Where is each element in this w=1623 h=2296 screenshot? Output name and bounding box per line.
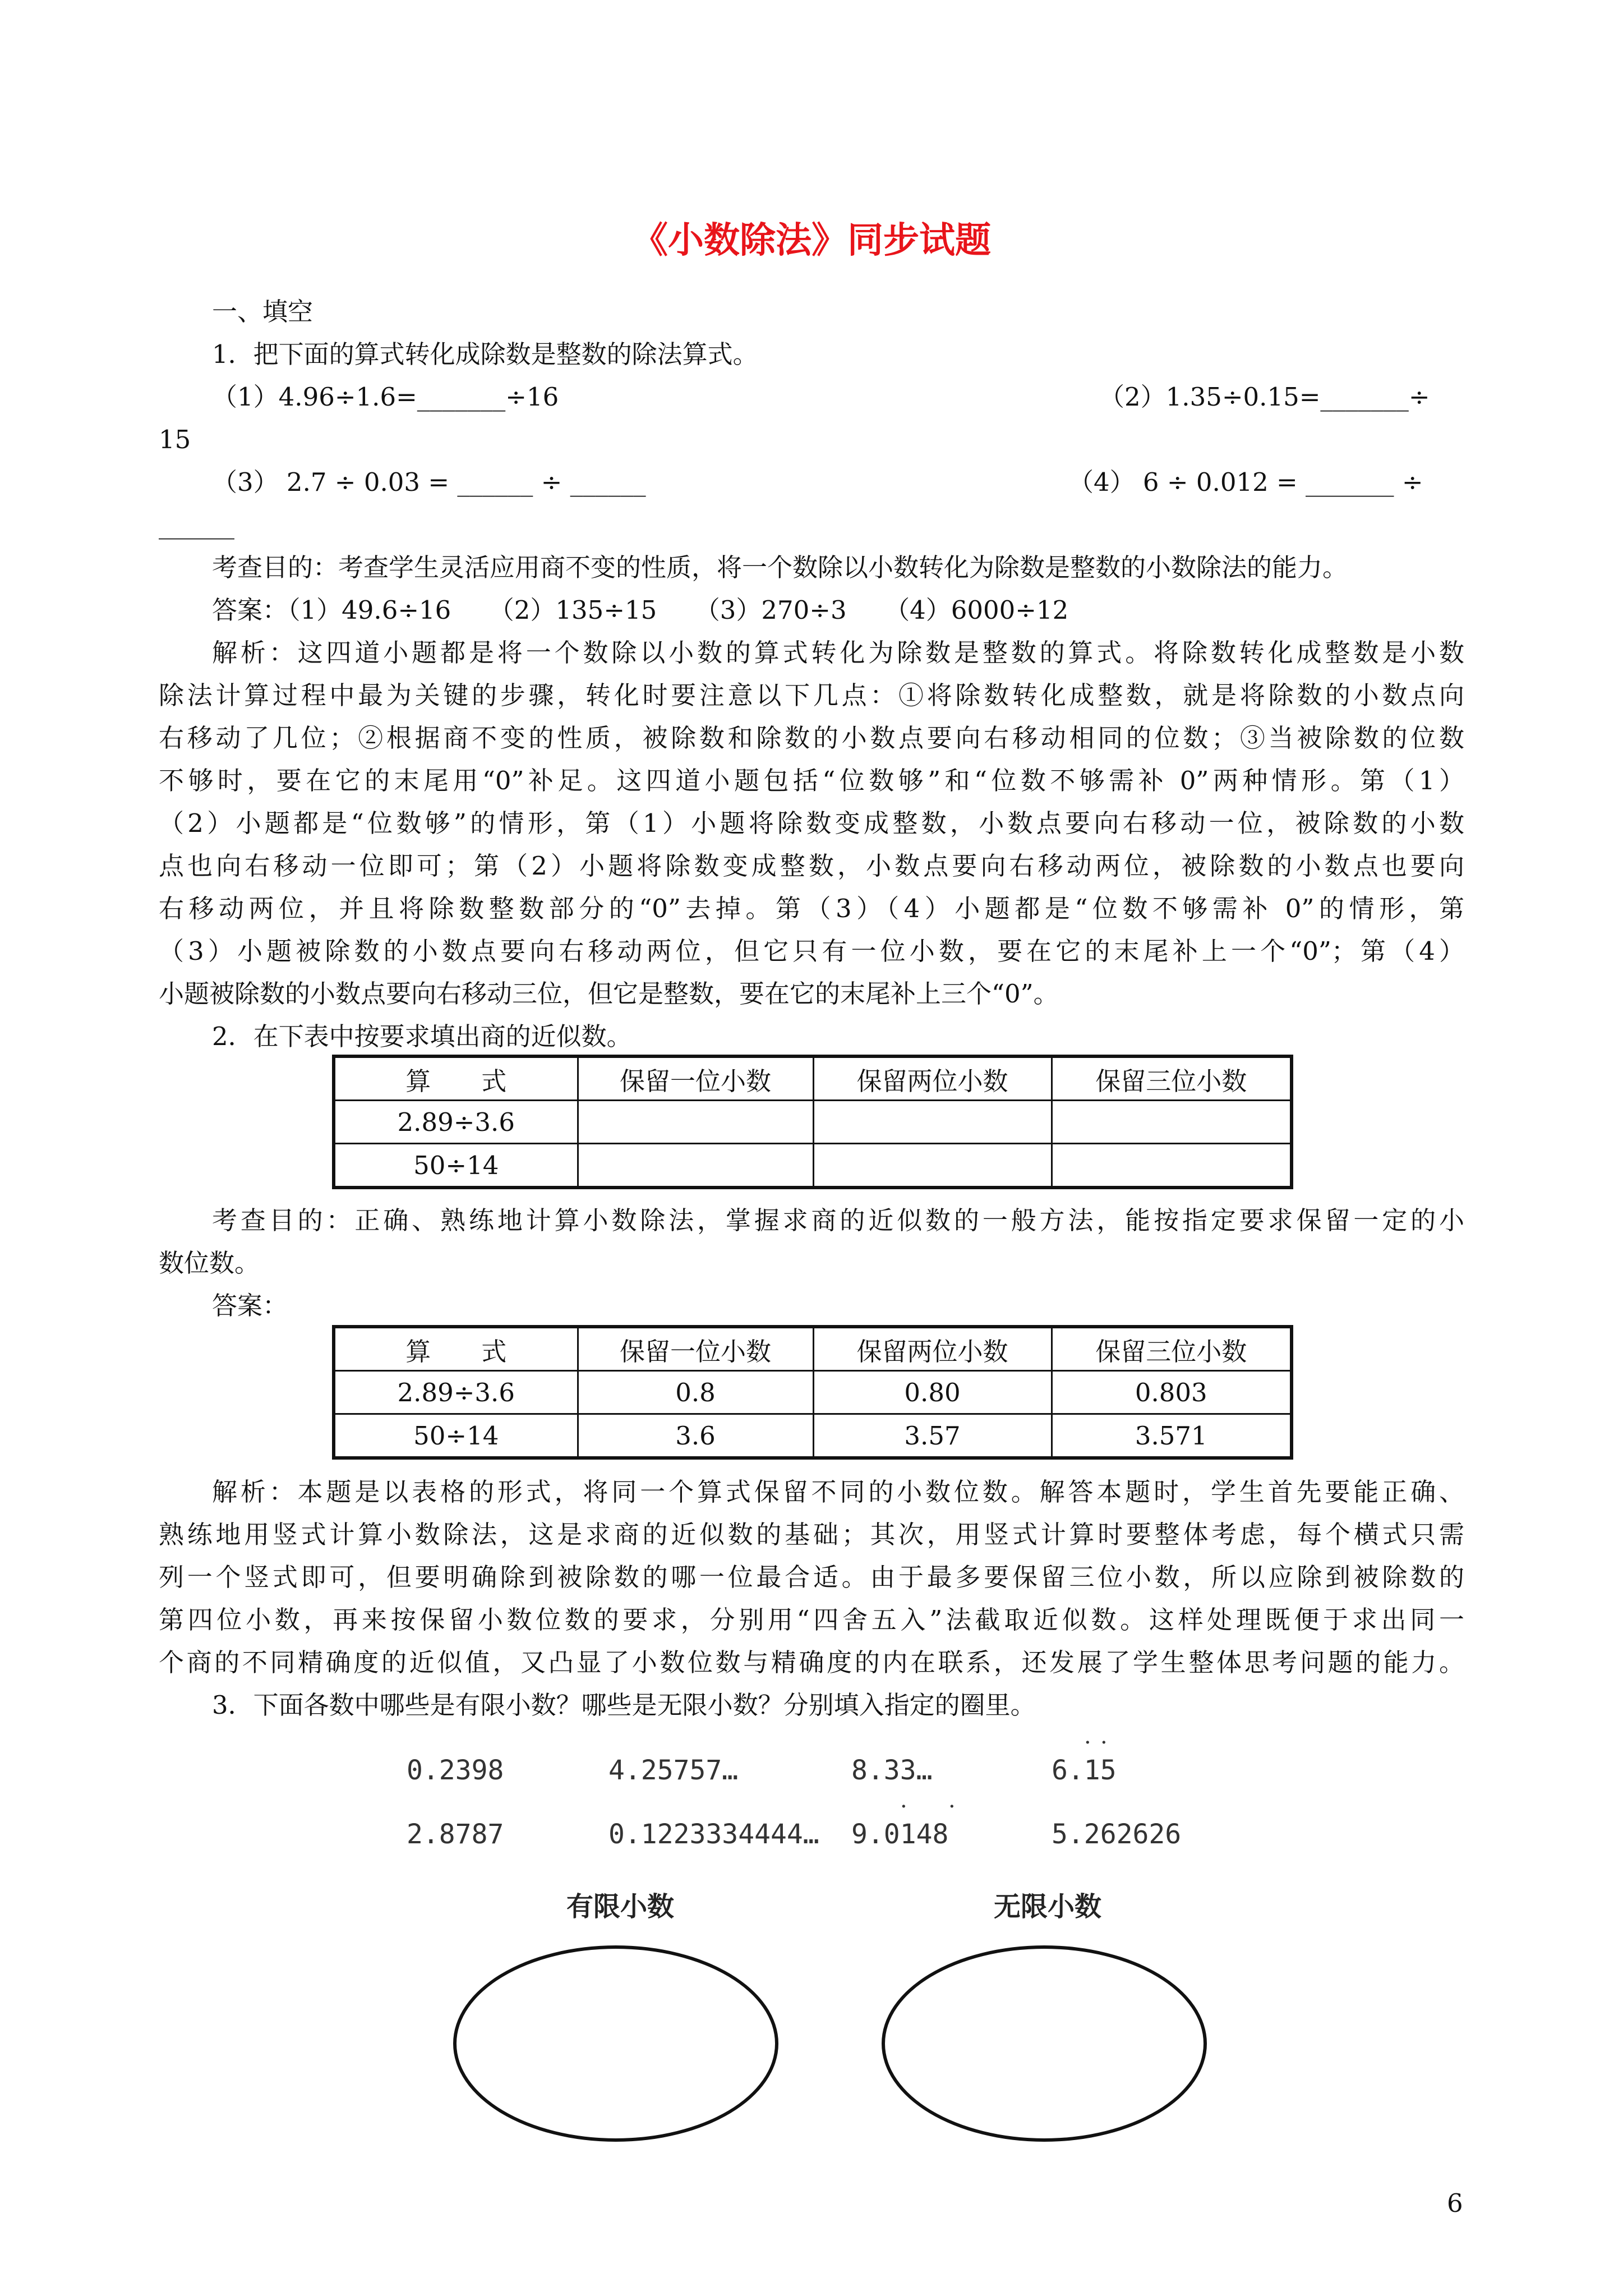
q1-analysis-line: 除法计算过程中最为关键的步骤，转化时要注意以下几点：①将除数转化成整数，就是将除数的小数点向 — [159, 680, 1464, 710]
infinite-decimals-label: 无限小数 — [994, 1891, 1102, 1922]
table-header-cell: 保留两位小数 — [813, 1056, 1052, 1101]
q1-item-2-cont: 15 — [159, 425, 191, 454]
q2-purpose-cont: 数位数。 — [159, 1248, 260, 1278]
finite-decimals-label: 有限小数 — [566, 1891, 675, 1922]
table-cell-blank — [813, 1101, 1052, 1144]
table-header-row — [334, 1056, 1292, 1101]
recurring-dot: · — [948, 1794, 956, 1820]
table-cell: 3.571 — [1052, 1414, 1292, 1458]
table-header-cell: 算 式 — [334, 1327, 578, 1371]
table-row — [334, 1144, 1292, 1188]
q2-analysis-line: 个商的不同精确度的近似值，又凸显了小数位数与精确度的内在联系，还发展了学生整体思考问题的能力。 — [159, 1648, 1464, 1677]
table-cell-blank — [578, 1144, 813, 1188]
table-header-cell: 保留三位小数 — [1052, 1056, 1292, 1101]
finite-decimals-circle[interactable] — [453, 1945, 778, 2142]
infinite-decimals-circle[interactable] — [882, 1945, 1207, 2142]
table-cell: 50÷14 — [334, 1414, 578, 1458]
number-item: 0.2398 — [407, 1755, 504, 1786]
q2-answer-label: 答案： — [212, 1291, 288, 1320]
q2-prompt: 2．在下表中按要求填出商的近似数。 — [212, 1022, 632, 1051]
q2-analysis-line: 熟练地用竖式计算小数除法，这是求商的近似数的基础；其次，用竖式计算时要整体考虑，每个横式只需 — [159, 1520, 1464, 1549]
number-item: 6.15 — [1052, 1755, 1117, 1786]
table-cell-blank — [578, 1101, 813, 1144]
table-cell: 3.57 — [813, 1414, 1052, 1458]
number-item: 5.262626 — [1052, 1819, 1182, 1850]
q1-analysis-line: （3）小题被除数的小数点要向右移动两位，但它只有一位小数，要在它的末尾补上一个“0”；第（4） — [159, 936, 1464, 966]
table-cell: 0.803 — [1052, 1371, 1292, 1414]
q2-analysis-line: 第四位小数，再来按保留小数位数的要求，分别用“四舍五入”法截取近似数。这样处理既便于求出同一 — [159, 1605, 1464, 1635]
q1-analysis-line: 不够时，要在它的末尾用“0”补足。这四道小题包括“位数够”和“位数不够需补 0”两种情形。第（1） — [159, 766, 1464, 795]
section-heading: 一、填空 — [212, 297, 313, 326]
q1-item-1: （1）4.96÷1.6=_______÷16 — [212, 382, 559, 412]
q2-purpose: 考查目的：正确、熟练地计算小数除法，掌握求商的近似数的一般方法，能按指定要求保留一定的小 — [212, 1205, 1464, 1235]
table-row — [334, 1371, 1292, 1414]
q1-purpose: 考查目的：考查学生灵活应用商不变的性质，将一个数除以小数转化为除数是整数的小数除法的能力。 — [212, 553, 1348, 582]
table-cell: 3.6 — [578, 1414, 813, 1458]
table-cell: 0.8 — [578, 1371, 813, 1414]
table-header-cell: 保留两位小数 — [813, 1327, 1052, 1371]
table-header-cell: 算 式 — [334, 1056, 578, 1101]
q1-answer: 答案：（1）49.6÷16 （2）135÷15 （3）270÷3 （4）6000÷12 — [212, 595, 1069, 625]
q2-analysis-line: 解析：本题是以表格的形式，将同一个算式保留不同的小数位数。解答本题时，学生首先要能正确、 — [212, 1477, 1464, 1507]
table-cell-blank — [1052, 1101, 1292, 1144]
number-item: 8.33… — [851, 1755, 933, 1786]
table-row — [334, 1414, 1292, 1458]
number-item: 2.8787 — [407, 1819, 504, 1850]
q1-item-4: （4） 6 ÷ 0.012 = _______ ÷ — [1068, 467, 1423, 497]
q1-prompt: 1．把下面的算式转化成除数是整数的除法算式。 — [212, 339, 758, 369]
table-cell: 50÷14 — [334, 1144, 578, 1188]
q1-analysis-line: 右移动了几位；②根据商不变的性质，被除数和除数的小数点要向右移动相同的位数；③当被除数的位数 — [159, 723, 1464, 753]
q2-answer-table — [332, 1325, 1293, 1460]
q1-analysis-line: 点也向右移动一位即可；第（2）小题将除数变成整数，小数点要向右移动两位，被除数的小数点也要向 — [159, 851, 1464, 881]
table-header-cell: 保留三位小数 — [1052, 1327, 1292, 1371]
q3-prompt: 3．下面各数中哪些是有限小数？哪些是无限小数？分别填入指定的圈里。 — [212, 1690, 1036, 1720]
q1-item-4-cont: ______ — [159, 510, 234, 540]
table-header-row — [334, 1327, 1292, 1371]
table-header-cell: 保留一位小数 — [578, 1056, 813, 1101]
recurring-dot: · — [1084, 1730, 1091, 1756]
q1-analysis-line: 小题被除数的小数点要向右移动三位，但它是整数，要在它的末尾补上三个“0”。 — [159, 979, 1059, 1009]
q1-analysis-line: 右移动两位，并且将除数整数部分的“0”去掉。第（3）（4）小题都是“位数不够需补 0”的情形，第 — [159, 894, 1464, 923]
q2-blank-table — [332, 1055, 1293, 1189]
table-cell: 0.80 — [813, 1371, 1052, 1414]
number-item: 0.1223334444… — [608, 1819, 819, 1850]
q1-analysis-line: 解析：这四道小题都是将一个数除以小数的算式转化为除数是整数的算式。将除数转化成整数是小数 — [212, 638, 1464, 668]
table-cell-blank — [1052, 1144, 1292, 1188]
table-cell-blank — [813, 1144, 1052, 1188]
number-item: 9.0148 — [851, 1819, 949, 1850]
number-item: 4.25757… — [608, 1755, 739, 1786]
table-header-cell: 保留一位小数 — [578, 1327, 813, 1371]
q1-analysis-line: （2）小题都是“位数够”的情形，第（1）小题将除数变成整数，小数点要向右移动一位，被除数的小数 — [159, 808, 1464, 838]
table-cell: 2.89÷3.6 — [334, 1371, 578, 1414]
table-row — [334, 1101, 1292, 1144]
page-number: 6 — [1447, 2188, 1463, 2218]
q1-item-3: （3） 2.7 ÷ 0.03 = ______ ÷ ______ — [212, 467, 646, 497]
recurring-dot: · — [900, 1794, 907, 1820]
recurring-dot: · — [1100, 1730, 1108, 1756]
q2-analysis-line: 列一个竖式即可，但要明确除到被除数的哪一位最合适。由于最多要保留三位小数，所以应除到被除数的 — [159, 1562, 1464, 1592]
q1-item-2: （2）1.35÷0.15=_______÷ — [1099, 382, 1430, 412]
table-cell: 2.89÷3.6 — [334, 1101, 578, 1144]
page-title: 《小数除法》同步试题 — [632, 220, 991, 261]
